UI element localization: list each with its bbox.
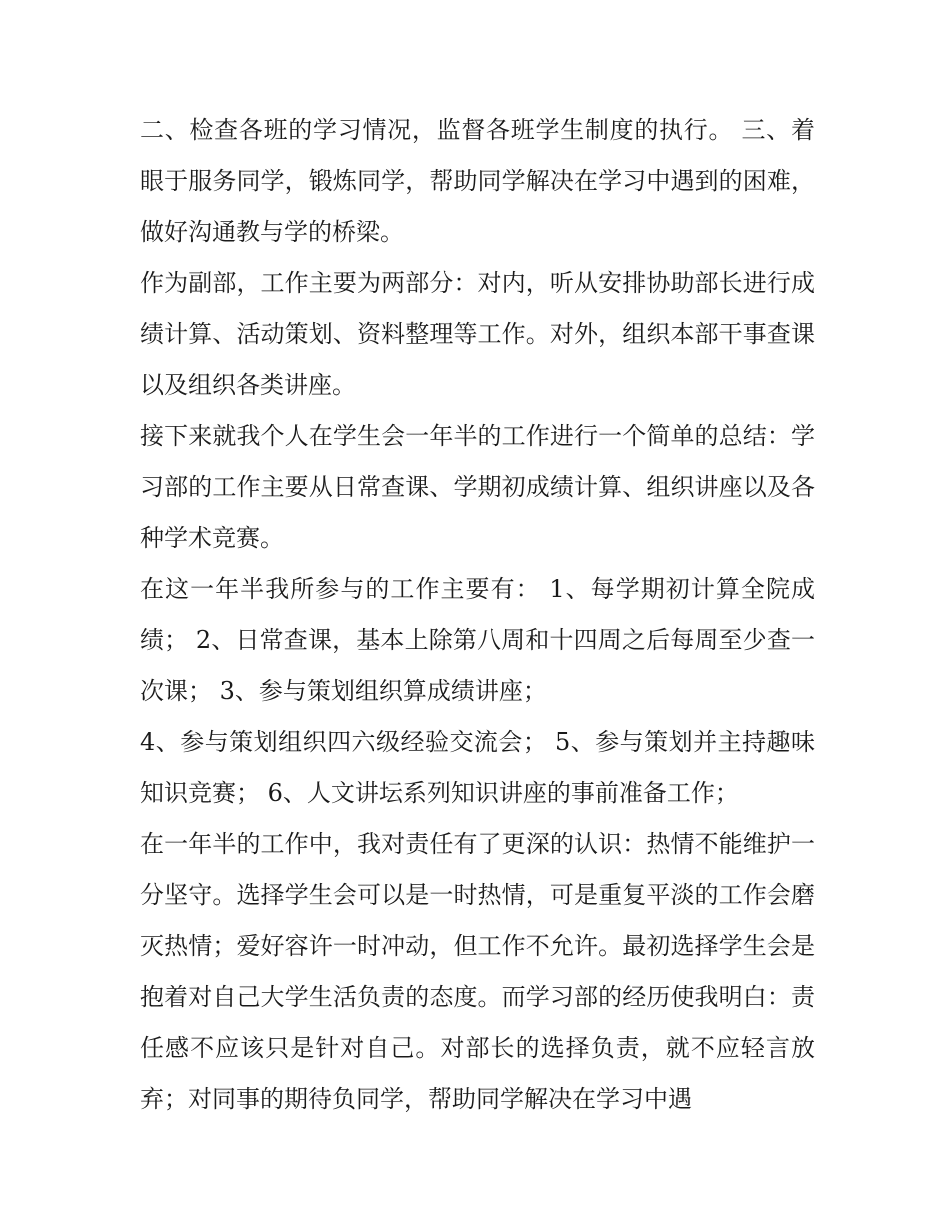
- paragraph-summary-intro: 接下来就我个人在学生会一年半的工作进行一个简单的总结：学习部的工作主要从日常查课、学期初成绩计算、组织讲座以及各种学术竞赛。: [140, 422, 815, 552]
- paragraph-duties: 二、检查各班的学习情况，监督各班学生制度的执行。 三、着眼于服务同学，锻炼同学，帮助同学解决在学习中遇到的困难，做好沟通教与学的桥梁。: [140, 116, 815, 246]
- document-body: [140, 105, 815, 1125]
- paragraph-work-list-2: 4、参与策划组织四六级经验交流会； 5、参与策划并主持趣味知识竞赛； 6、人文讲坛系列知识讲座的事前准备工作；: [140, 728, 815, 807]
- paragraph-reflection: 在一年半的工作中，我对责任有了更深的认识：热情不能维护一分坚守。选择学生会可以是一时热情，可是重复平淡的工作会磨灭热情；爱好容许一时冲动，但工作不允许。最初选择学生会是抱着对自己大学生活负责的态度。而学习部的经历使我明白：责任感不应该只是针对自己。对部长的选择负责，就不应轻言放弃；对同事的期待负同学，帮助同学解决在学习中遇: [140, 830, 815, 1113]
- paragraph-work-list-1: 在这一年半我所参与的工作主要有： 1、每学期初计算全院成绩； 2、日常查课，基本上除第八周和十四周之后每周至少查一次课； 3、参与策划组织算成绩讲座；: [140, 575, 815, 705]
- paragraph-role: 作为副部，工作主要为两部分：对内，听从安排协助部长进行成绩计算、活动策划、资料整理等工作。对外，组织本部干事查课以及组织各类讲座。: [140, 269, 815, 399]
